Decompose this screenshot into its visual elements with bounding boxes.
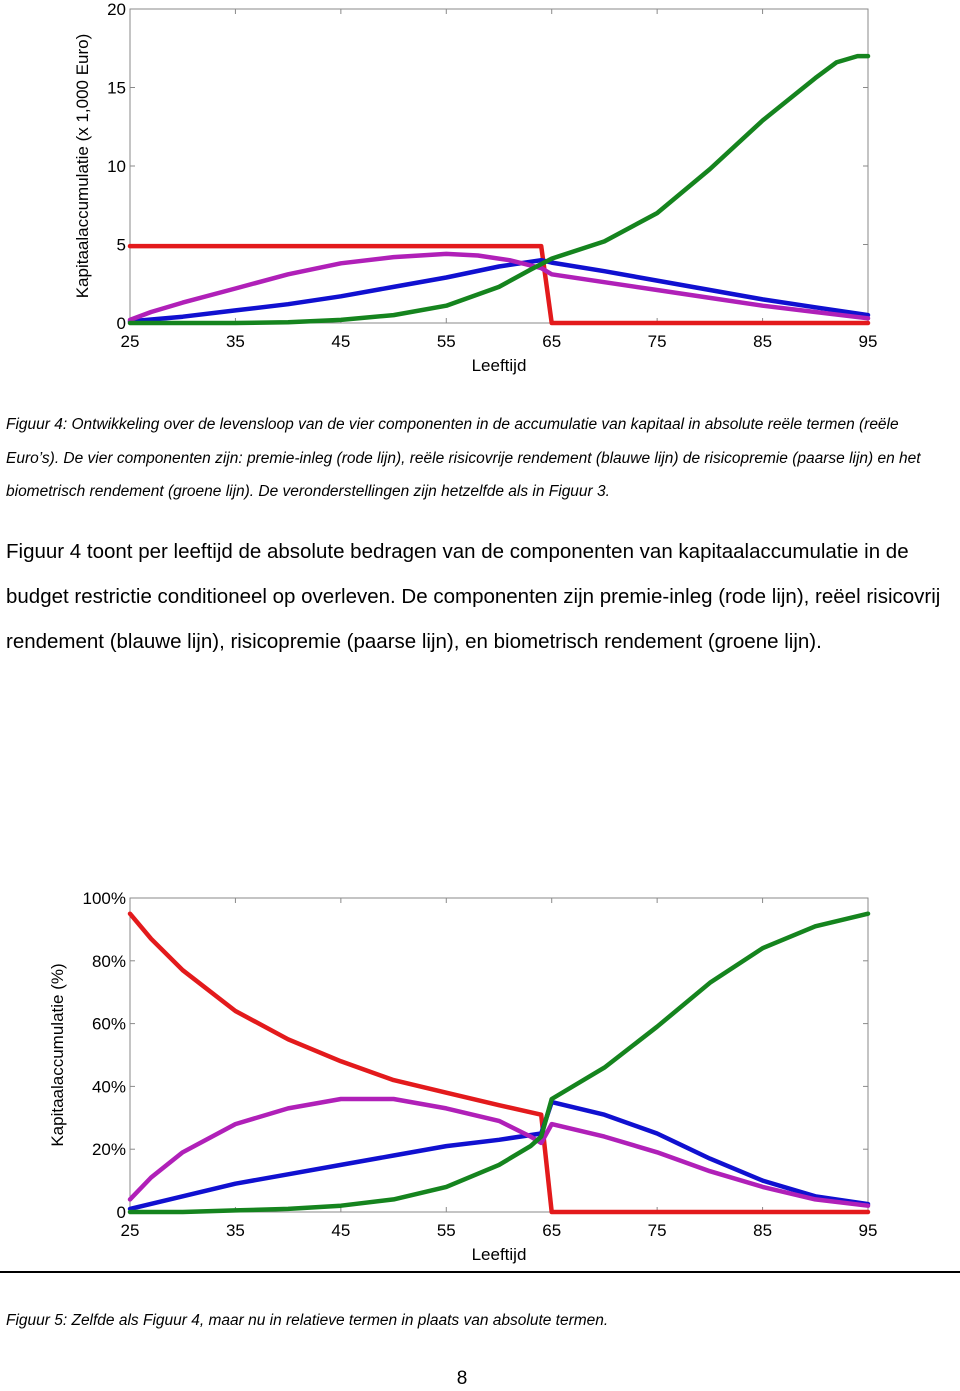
body-paragraph: Figuur 4 toont per leeftijd de absolute bedragen van de componenten van kapitaalaccumulatie in de budget restrictie conditioneel op overleven. De componenten zijn premie-inleg (rode lijn), reëel risicovrij rendement (blauwe lijn), risicopremie (paarse lijn), en biometrisch rendement (groene lijn). <box>6 540 941 653</box>
caption-divider <box>0 1271 960 1273</box>
fig5-y-tick-label: 60% <box>91 1014 126 1034</box>
fig4-x-tick-label: 55 <box>436 332 456 351</box>
fig4-y-axis-label: Kapitaalaccumulatie (x 1,000 Euro) <box>73 33 92 299</box>
fig5-series-line-3 <box>130 1099 868 1206</box>
fig4-x-tick-label: 45 <box>331 332 351 351</box>
fig4-x-tick-label: 25 <box>120 332 140 351</box>
fig5-x-tick-label: 35 <box>225 1221 245 1240</box>
figure-4-svg <box>0 0 960 390</box>
fig4-y-tick-label: 0 <box>116 314 126 333</box>
fig5-x-tick-label: 45 <box>331 1221 351 1240</box>
fig4-series-line-2 <box>130 260 868 321</box>
figure-5-chart <box>0 880 960 1270</box>
fig4-x-tick-label: 35 <box>225 332 245 351</box>
fig5-y-axis-label: Kapitaalaccumulatie (%) <box>48 963 67 1147</box>
fig5-x-tick-label: 25 <box>120 1221 140 1240</box>
fig5-y-tick-label: 20% <box>91 1140 126 1160</box>
fig5-series-line-4 <box>130 914 868 1212</box>
fig5-series-line-2 <box>130 1102 868 1209</box>
fig4-y-tick-label: 15 <box>107 78 126 98</box>
fig4-series-line-4 <box>130 56 868 323</box>
figure-5-caption: Figuur 5: Zelfde als Figuur 4, maar nu in relatieve termen in plaats van absolute termen. <box>6 1312 609 1329</box>
figure-4-chart <box>0 0 960 390</box>
figure-4-caption: Figuur 4: Ontwikkeling over de levensloop van de vier componenten in de accumulatie van kapitaal in absolute reële termen (reële Euro’s). De vier componenten zijn: premie-inleg (rode lijn), reële risicovrije rendement (blauwe lijn) de risicopremie (paarse lijn) en het biometrisch rendement (groene lijn). De veronderstellingen zijn hetzelfde als in Figuur 3. <box>6 416 921 500</box>
page-number: 8 <box>456 1368 468 1389</box>
fig4-x-tick-label: 95 <box>858 332 878 351</box>
fig4-x-tick-label: 75 <box>647 332 667 351</box>
fig4-x-tick-label: 85 <box>753 332 773 351</box>
fig4-plot-frame <box>130 9 868 323</box>
fig5-x-tick-label: 95 <box>858 1221 878 1240</box>
fig4-y-tick-label: 5 <box>116 235 126 255</box>
fig4-y-tick-label: 20 <box>107 0 126 19</box>
fig5-x-axis-label: Leeftijd <box>471 1245 527 1264</box>
fig4-y-tick-label: 10 <box>107 157 126 176</box>
fig5-x-tick-label: 55 <box>436 1221 456 1240</box>
fig5-y-tick-label: 40% <box>91 1077 126 1097</box>
figure-5-svg <box>0 880 960 1270</box>
fig5-y-tick-label: 0 <box>116 1203 126 1222</box>
fig4-x-axis-label: Leeftijd <box>471 356 527 375</box>
fig5-y-tick-label: 80% <box>91 951 126 971</box>
fig5-y-tick-label: 100% <box>82 889 126 908</box>
fig5-x-tick-label: 75 <box>647 1221 667 1240</box>
fig5-x-tick-label: 85 <box>753 1221 773 1240</box>
fig5-x-tick-label: 65 <box>542 1221 562 1240</box>
fig4-x-tick-label: 65 <box>542 332 562 351</box>
